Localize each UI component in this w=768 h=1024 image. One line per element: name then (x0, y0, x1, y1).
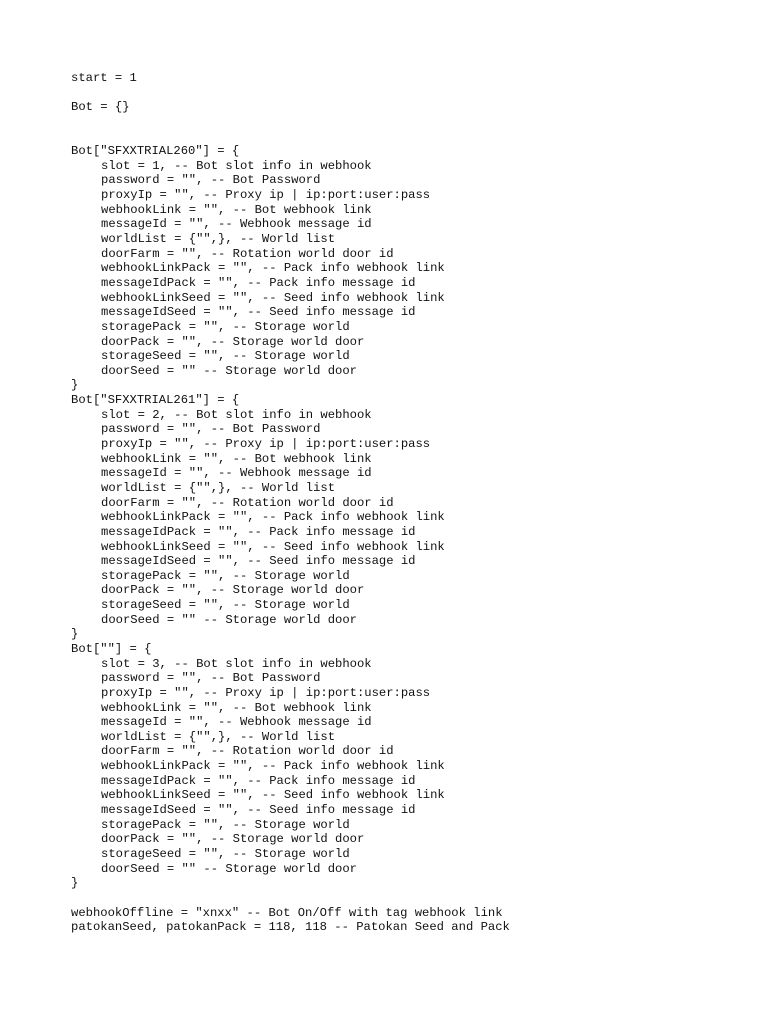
code-line: doorSeed = "" -- Storage world door (101, 363, 357, 378)
code-line: webhookLink = "", -- Bot webhook link (101, 202, 372, 217)
code-line: slot = 3, -- Bot slot info in webhook (101, 656, 372, 671)
code-line: messageIdPack = "", -- Pack info message id (101, 275, 416, 290)
code-line: start = 1 (71, 71, 137, 85)
code-line: proxyIp = "", -- Proxy ip | ip:port:user:pass (101, 685, 431, 700)
code-line: messageId = "", -- Webhook message id (101, 715, 372, 730)
code-line: doorPack = "", -- Storage world door (101, 334, 365, 349)
code-line: password = "", -- Bot Password (101, 173, 321, 188)
code-line: } (71, 627, 79, 642)
code-document (71, 71, 751, 935)
code-line: doorPack = "", -- Storage world door (101, 832, 365, 847)
code-line: worldList = {"",}, -- World list (101, 232, 336, 247)
code-line: Bot = {} (71, 100, 130, 115)
code-line: storageSeed = "", -- Storage world (101, 349, 350, 364)
blank-line (71, 115, 751, 130)
blank-line (71, 891, 751, 906)
blank-line (71, 130, 751, 145)
code-line: } (71, 876, 79, 891)
code-line: } (71, 378, 79, 393)
code-line: slot = 2, -- Bot slot info in webhook (101, 407, 372, 422)
code-line: doorSeed = "" -- Storage world door (101, 861, 357, 876)
code-line: storagePack = "", -- Storage world (101, 319, 350, 334)
code-line: messageIdPack = "", -- Pack info message id (101, 524, 416, 539)
code-line: messageIdPack = "", -- Pack info message id (101, 773, 416, 788)
code-line: Bot["SFXXTRIAL261"] = { (71, 393, 240, 408)
code-line: webhookLinkPack = "", -- Pack info webhook link (101, 261, 445, 276)
blank-line (71, 86, 751, 101)
code-line: webhookLinkSeed = "", -- Seed info webhook link (101, 290, 445, 305)
code-line: proxyIp = "", -- Proxy ip | ip:port:user:pass (101, 437, 431, 452)
code-line: worldList = {"",}, -- World list (101, 480, 336, 495)
code-line: webhookLinkSeed = "", -- Seed info webhook link (101, 788, 445, 803)
code-line: Bot[""] = { (71, 641, 152, 656)
code-line: messageId = "", -- Webhook message id (101, 217, 372, 232)
code-line: slot = 1, -- Bot slot info in webhook (101, 158, 372, 173)
code-line: webhookOffline = "xnxx" -- Bot On/Off with tag webhook link (71, 905, 503, 920)
code-line: storageSeed = "", -- Storage world (101, 598, 350, 613)
code-line: doorFarm = "", -- Rotation world door id (101, 744, 394, 759)
code-line: storagePack = "", -- Storage world (101, 568, 350, 583)
code-line: webhookLink = "", -- Bot webhook link (101, 451, 372, 466)
code-line: password = "", -- Bot Password (101, 671, 321, 686)
code-line: messageIdSeed = "", -- Seed info message id (101, 554, 416, 569)
code-line: storageSeed = "", -- Storage world (101, 846, 350, 861)
code-line: messageIdSeed = "", -- Seed info message id (101, 305, 416, 320)
code-line: worldList = {"",}, -- World list (101, 729, 336, 744)
code-line: webhookLinkSeed = "", -- Seed info webhook link (101, 539, 445, 554)
code-line: messageId = "", -- Webhook message id (101, 466, 372, 481)
code-line: proxyIp = "", -- Proxy ip | ip:port:user:pass (101, 188, 431, 203)
code-line: Bot["SFXXTRIAL260"] = { (71, 144, 240, 159)
code-line: messageIdSeed = "", -- Seed info message id (101, 803, 416, 818)
code-line: storagePack = "", -- Storage world (101, 817, 350, 832)
code-line: webhookLinkPack = "", -- Pack info webhook link (101, 759, 445, 774)
code-line: doorFarm = "", -- Rotation world door id (101, 246, 394, 261)
code-line: webhookLinkPack = "", -- Pack info webhook link (101, 510, 445, 525)
code-line: patokanSeed, patokanPack = 118, 118 -- Patokan Seed and Pack (71, 920, 510, 935)
code-line: webhookLink = "", -- Bot webhook link (101, 700, 372, 715)
code-line: doorPack = "", -- Storage world door (101, 583, 365, 598)
code-line: doorFarm = "", -- Rotation world door id (101, 495, 394, 510)
code-line: doorSeed = "" -- Storage world door (101, 612, 357, 627)
code-line: password = "", -- Bot Password (101, 422, 321, 437)
